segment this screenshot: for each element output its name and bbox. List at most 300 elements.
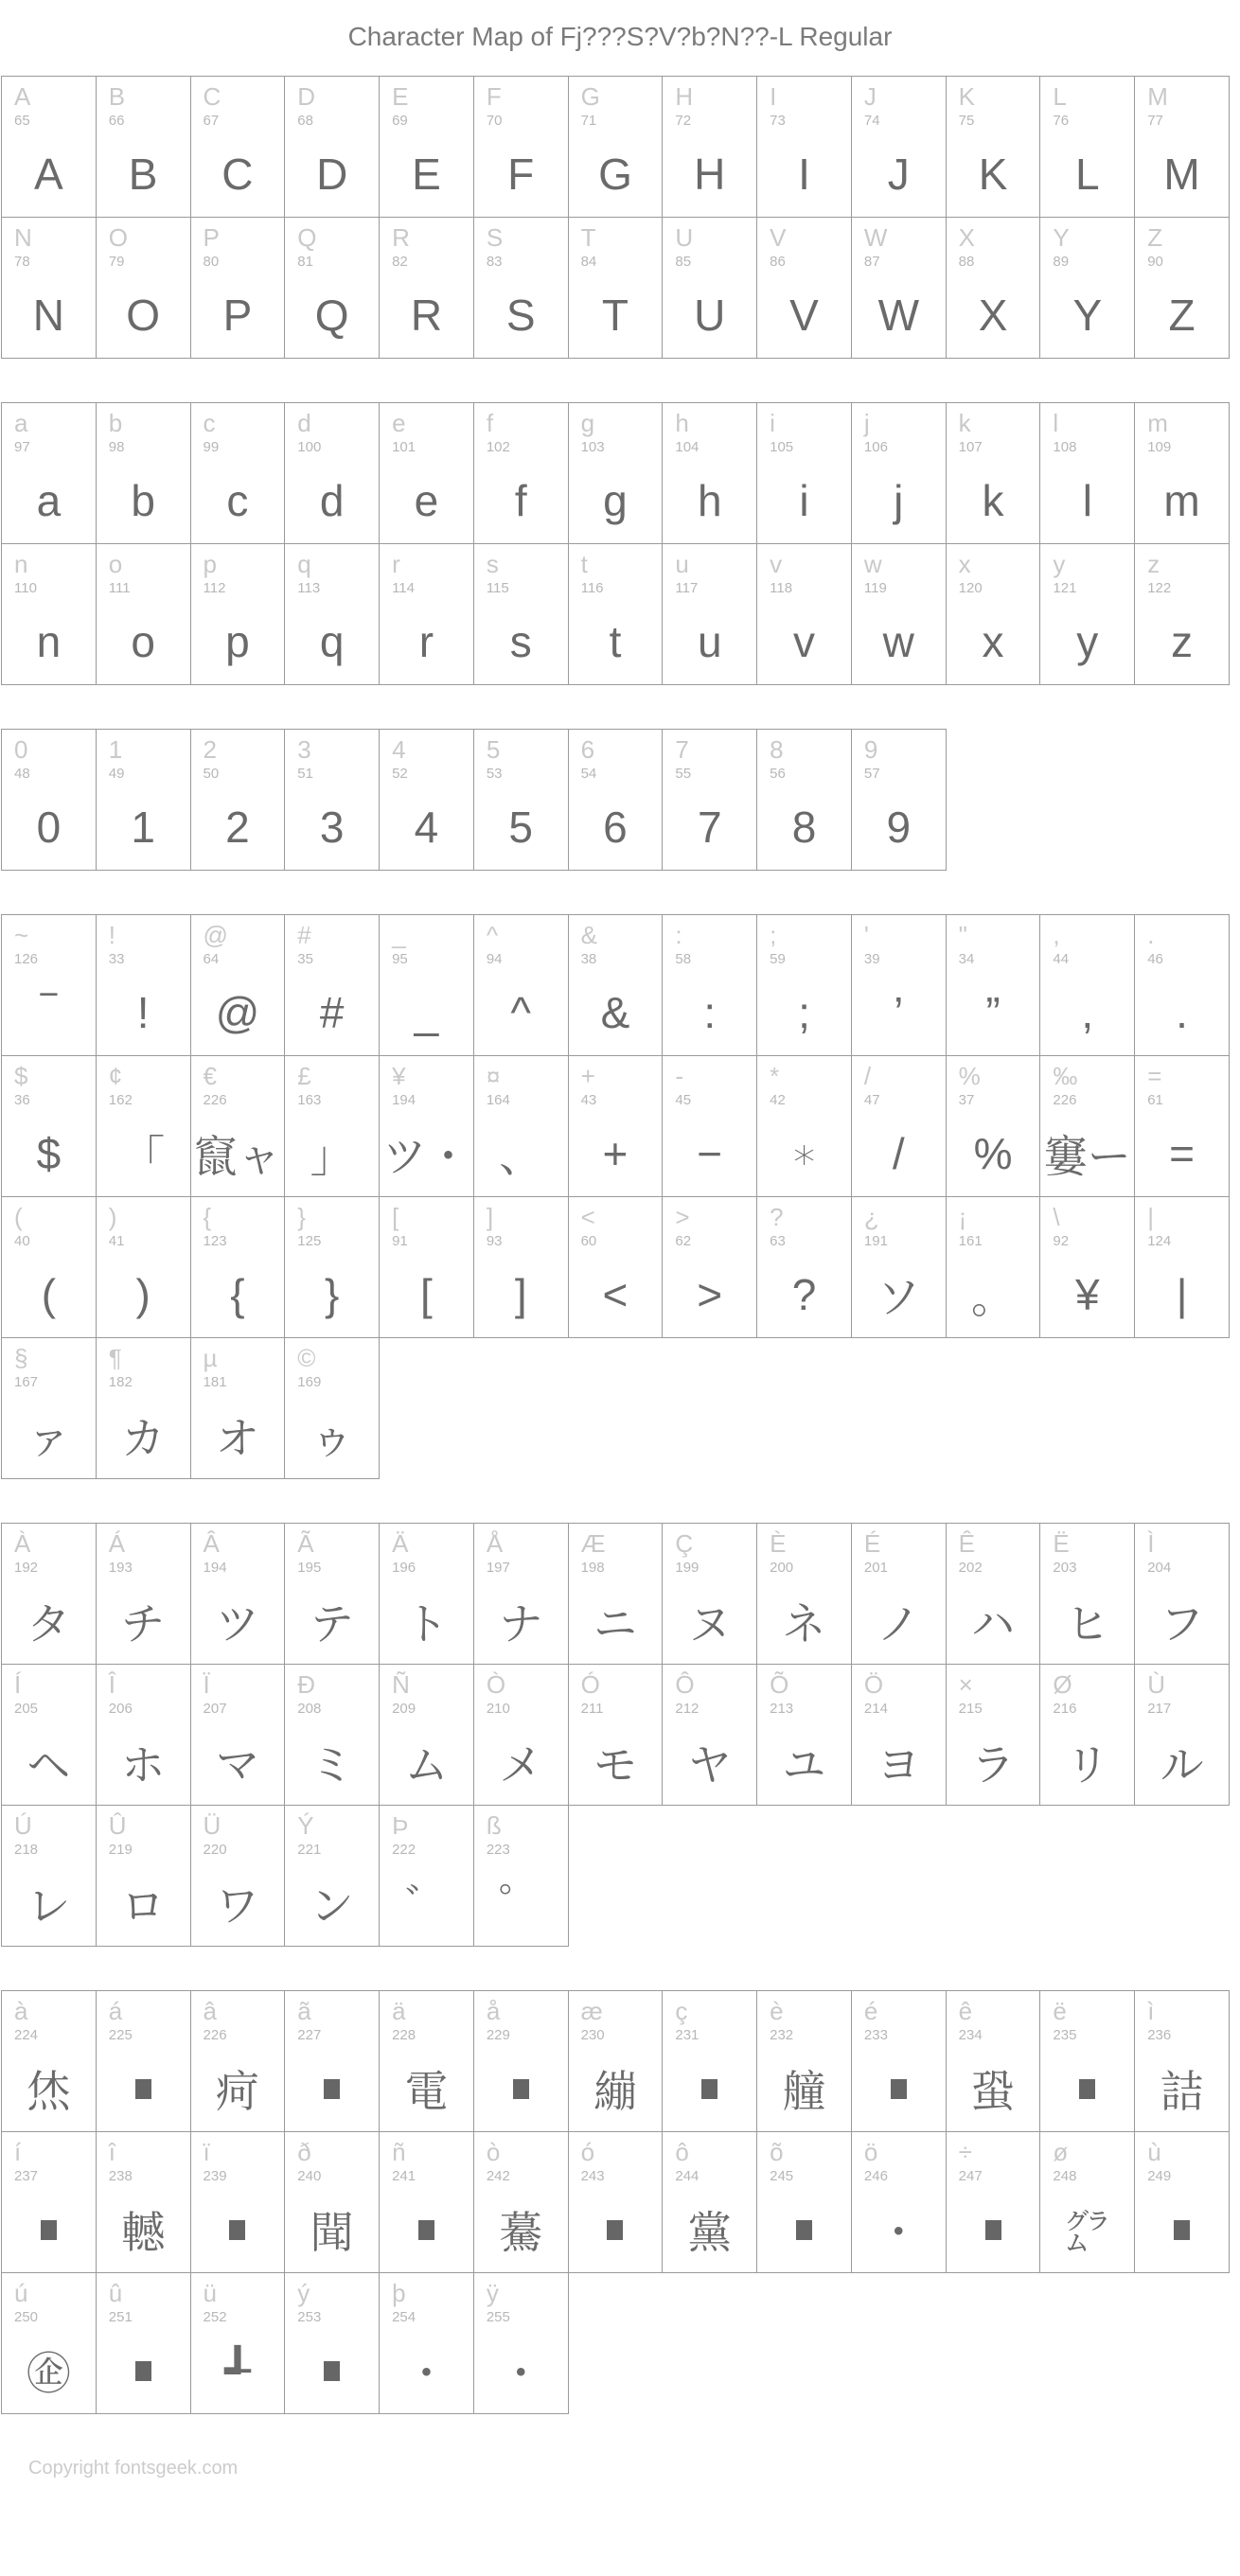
char-glyph: / [892,1129,905,1178]
char-cell [946,1664,1041,1806]
char-cell [851,76,947,218]
char-label: ¥ [392,1062,406,1090]
char-code: 50 [203,766,220,782]
char-glyph: D [316,150,348,199]
char-glyph: G [598,150,632,199]
char-label: Å [486,1529,504,1558]
char-code: 244 [675,2168,700,2184]
char-cell [190,402,286,544]
char-code: 214 [863,1701,888,1717]
missing-glyph-box [135,2361,151,2381]
char-cell [1,543,97,685]
char-glyph: ノ [877,1599,921,1649]
char-cell [568,729,664,871]
char-cell [284,543,380,685]
char-glyph: チ [121,1599,166,1649]
char-glyph [285,2057,379,2120]
char-cell [851,1990,947,2132]
char-label: î [108,2138,115,2166]
char-cell [756,543,852,685]
char-code: 39 [863,951,880,967]
char-label: ' [863,921,869,949]
char-code: 254 [392,2309,416,2325]
char-code: 72 [675,113,692,129]
char-cell [1,729,97,871]
char-glyph: R [410,291,443,340]
char-cell [851,1196,947,1338]
char-glyph: X [978,291,1008,340]
char-label: = [1147,1062,1162,1090]
char-label: : [675,921,682,949]
char-row [1,402,1240,544]
char-glyph: ミ [310,1740,354,1790]
char-code: 48 [14,766,30,782]
char-label: á [108,1997,123,2025]
char-code: 85 [675,254,692,270]
char-cell [284,2131,380,2273]
char-glyph: C [221,150,254,199]
char-label: Ò [486,1670,506,1699]
char-label: c [203,409,216,437]
char-label: ô [675,2138,689,2166]
char-label: 8 [770,735,784,764]
char-label: Ê [958,1529,975,1558]
char-glyph: u [697,617,722,666]
char-label: 2 [203,735,217,764]
char-cell [1,217,97,359]
char-label: e [392,409,406,437]
char-label: ) [108,1203,117,1231]
char-label: Ú [14,1811,32,1840]
char-label: K [958,82,975,111]
char-code: 210 [486,1701,510,1717]
char-code: 49 [108,766,125,782]
char-glyph: s [509,617,532,666]
char-cell [379,76,474,218]
char-label: @ [203,921,228,949]
char-glyph: l [1082,476,1092,525]
char-label: ^ [486,921,499,949]
char-code: 163 [297,1092,322,1108]
char-glyph [380,2198,473,2261]
char-glyph: ソ [877,1273,921,1322]
char-cell [96,402,191,544]
char-label: æ [580,1997,603,2025]
block-uppercase-letters [1,76,1240,359]
char-code: 116 [580,580,604,596]
char-row [1,2131,1240,2273]
char-label: 7 [675,735,689,764]
char-cell [284,1196,380,1338]
char-cell [1039,1664,1135,1806]
char-code: 33 [108,951,125,967]
char-cell [1,1523,97,1665]
char-cell [473,2131,569,2273]
char-label: J [863,82,877,111]
char-code: 112 [203,580,226,596]
char-code: 226 [1053,1092,1077,1108]
char-label: 4 [392,735,406,764]
char-glyph: ゛ [404,1881,449,1931]
char-label: d [297,409,311,437]
char-cell [1134,1196,1230,1338]
char-label: í [14,2138,22,2166]
char-code: 78 [14,254,30,270]
missing-glyph-box [324,2079,340,2099]
char-cell [473,914,569,1056]
char-code: 91 [392,1233,408,1249]
char-label: T [580,223,596,252]
char-glyph: x [982,617,1004,666]
char-cell [1134,1664,1230,1806]
char-code: 42 [770,1092,786,1108]
char-code: 52 [392,766,408,782]
char-label: µ [203,1344,218,1372]
char-code: 58 [675,951,692,967]
char-glyph: f [514,476,527,525]
char-cell [284,1990,380,2132]
char-cell [96,76,191,218]
char-cell [756,402,852,544]
char-label: Ã [297,1529,314,1558]
char-code: 247 [958,2168,983,2184]
char-code: 109 [1147,439,1172,455]
char-label: X [958,223,975,252]
char-row [1,217,1240,359]
char-label: j [863,409,870,437]
char-glyph: 窶ー [1043,1132,1131,1181]
char-code: 193 [108,1560,133,1576]
char-label: r [392,550,400,578]
char-cell [946,1523,1041,1665]
char-code: 243 [580,2168,605,2184]
char-code: 35 [297,951,313,967]
char-cell [1,2272,97,2414]
char-label: g [580,409,595,437]
char-code: 34 [958,951,975,967]
char-code: 70 [486,113,503,129]
char-cell [473,2272,569,2414]
char-label: F [486,82,502,111]
char-label: ] [486,1203,494,1231]
char-label: M [1147,82,1168,111]
char-code: 164 [486,1092,510,1108]
char-cell [1039,1196,1135,1338]
char-cell [284,402,380,544]
char-cell [851,914,947,1056]
char-cell [662,1990,757,2132]
char-cell [851,402,947,544]
char-cell [1039,402,1135,544]
char-label: É [863,1529,881,1558]
char-row [1,2272,1240,2414]
char-code: 212 [675,1701,700,1717]
char-cell [96,1990,191,2132]
char-label: ø [1053,2138,1069,2166]
char-glyph: ” [985,988,1001,1037]
char-glyph: ┹ [224,2346,251,2395]
char-glyph: ワ [215,1881,259,1931]
char-glyph: レ [27,1881,71,1931]
char-label: ü [203,2279,217,2307]
missing-glyph-box [701,2079,717,2099]
char-label: + [580,1062,595,1090]
char-cell [662,217,757,359]
char-label: ÿ [486,2279,499,2307]
char-code: 125 [297,1233,322,1249]
char-code: 94 [486,951,503,967]
char-glyph: モ [593,1740,637,1790]
char-glyph: 轗 [121,2208,166,2257]
char-glyph: 6 [603,803,628,852]
char-code: 236 [1147,2027,1172,2043]
char-row [1,1337,1240,1479]
char-code: 207 [203,1701,227,1717]
char-glyph: n [36,617,62,666]
char-label: Ë [1053,1529,1070,1558]
char-code: 232 [770,2027,794,2043]
char-cell [1039,1523,1135,1665]
char-glyph: ル [1160,1740,1204,1790]
char-cell [662,1664,757,1806]
char-label: 3 [297,735,311,764]
char-code: 47 [863,1092,880,1108]
char-cell [96,1337,191,1479]
char-glyph: タ [27,1599,71,1649]
char-cell [379,217,474,359]
char-cell [473,1523,569,1665]
char-glyph: 艟 [782,2067,826,2116]
char-label: Ä [392,1529,409,1558]
char-cell [1134,402,1230,544]
missing-glyph-box [1079,2079,1095,2099]
char-label: È [770,1529,787,1558]
char-glyph: < [602,1270,629,1319]
char-label: Î [108,1670,115,1699]
char-glyph: ¥ [1075,1270,1100,1319]
char-glyph: H [694,150,726,199]
char-code: 117 [675,580,699,596]
char-glyph: ン [310,1881,354,1931]
char-label: } [297,1203,306,1231]
char-label: Ù [1147,1670,1165,1699]
char-code: 206 [108,1701,133,1717]
char-code: 124 [1147,1233,1172,1249]
char-glyph: ハ [971,1599,1016,1649]
char-label: b [108,409,123,437]
char-cell [662,914,757,1056]
char-glyph: Q [314,291,349,340]
char-cell [946,217,1041,359]
char-cell [379,2272,474,2414]
char-glyph: d [319,476,345,525]
char-label: h [675,409,689,437]
char-cell [379,1805,474,1947]
char-label: S [486,223,504,252]
char-cell [946,2131,1041,2273]
char-cell [190,1990,286,2132]
char-cell [662,76,757,218]
char-cell [568,1990,664,2132]
char-cell [568,1055,664,1197]
char-code: 108 [1053,439,1077,455]
char-cell [1134,1523,1230,1665]
char-glyph: ゜ [499,1881,543,1931]
char-glyph: ; [798,988,810,1037]
char-label: ß [486,1811,502,1840]
char-label: â [203,1997,217,2025]
char-code: 203 [1053,1560,1077,1576]
char-cell [96,217,191,359]
char-code: 240 [297,2168,322,2184]
char-cell [284,1055,380,1197]
char-glyph: 5 [508,803,533,852]
char-code: 222 [392,1842,416,1858]
char-cell [284,1337,380,1479]
char-code: 201 [863,1560,888,1576]
char-label: U [675,223,694,252]
char-code: 245 [770,2168,794,2184]
char-glyph: , [1081,988,1094,1037]
char-code: 252 [203,2309,227,2325]
char-cell [379,402,474,544]
char-code: 88 [958,254,975,270]
char-label: i [770,409,775,437]
char-glyph: オ [215,1414,259,1463]
char-code: 182 [108,1374,133,1390]
char-glyph: p [225,617,250,666]
char-label: Ï [203,1670,210,1699]
char-label: À [14,1529,31,1558]
char-glyph: ヨ [877,1740,921,1790]
char-label: - [675,1062,684,1090]
char-cell [1039,76,1135,218]
footer-copyright: Copyright fontsgeek.com [28,2458,239,2479]
char-label: ¡ [958,1203,967,1231]
block-lowercase-accented-kanji [1,1990,1240,2414]
char-code: 220 [203,1842,227,1858]
char-cell [96,2272,191,2414]
char-cell [190,1805,286,1947]
char-cell [568,914,664,1056]
char-code: 227 [297,2027,322,2043]
char-cell [190,2272,286,2414]
char-glyph: o [131,617,155,666]
char-cell [851,217,947,359]
char-glyph: 4 [414,803,439,852]
char-label: õ [770,2138,784,2166]
char-code: 101 [392,439,416,455]
page-title: Character Map of Fj???S?V?b?N??-L Regular [347,22,893,51]
char-code: 56 [770,766,786,782]
char-cell [756,2131,852,2273]
char-cell [190,729,286,871]
char-glyph: v [793,617,815,666]
char-code: 226 [203,1092,227,1108]
char-code: 106 [863,439,888,455]
char-label: * [770,1062,780,1090]
char-code: 161 [958,1233,983,1249]
char-label: Ý [297,1811,314,1840]
char-code: 110 [14,580,37,596]
char-code: 65 [14,113,30,129]
char-code: 223 [486,1842,510,1858]
char-glyph: 蛩 [971,2067,1016,2116]
char-cell [190,1664,286,1806]
char-glyph: ヒ [1065,1599,1109,1649]
char-label: Ö [863,1670,884,1699]
block-lowercase-letters [1,402,1240,685]
char-code: 45 [675,1092,692,1108]
char-glyph: 2 [225,803,250,852]
char-cell [473,1196,569,1338]
char-glyph: ・ [877,2208,921,2257]
char-glyph: N [32,291,64,340]
char-code: 126 [14,951,39,967]
char-code: 239 [203,2168,227,2184]
char-cell [756,1990,852,2132]
char-glyph: ム [404,1740,449,1790]
char-label: x [958,550,971,578]
char-cell [568,402,664,544]
char-label: § [14,1344,28,1372]
char-cell [190,1523,286,1665]
char-label: £ [297,1062,311,1090]
char-code: 64 [203,951,220,967]
char-label: ã [297,1997,311,2025]
char-cell [96,914,191,1056]
char-code: 200 [770,1560,794,1576]
char-glyph: L [1075,150,1100,199]
char-code: 93 [486,1233,503,1249]
char-glyph: 詰 [1160,2067,1204,2116]
char-code: 75 [958,113,975,129]
char-glyph: 。 [971,1273,1016,1322]
char-label: Ó [580,1670,600,1699]
char-label: ù [1147,2138,1161,2166]
char-cell [379,729,474,871]
char-glyph: ゥ [310,1414,354,1463]
char-code: 89 [1053,254,1070,270]
char-code: 61 [1147,1092,1163,1108]
char-code: 195 [297,1560,322,1576]
char-label: R [392,223,410,252]
char-code: 192 [14,1560,39,1576]
char-code: 122 [1147,580,1172,596]
char-glyph: ヌ [687,1599,732,1649]
char-code: 67 [203,113,220,129]
char-cell [284,729,380,871]
character-map-page [0,21,1240,2479]
missing-glyph-box [135,2079,151,2099]
char-code: 213 [770,1701,794,1717]
char-cell [190,1196,286,1338]
char-glyph: ㊭ [27,2349,71,2398]
char-cell [756,1523,852,1665]
char-glyph: メ [499,1740,543,1790]
char-label: 0 [14,735,28,764]
char-label: û [108,2279,123,2307]
char-glyph: ( [41,1270,57,1319]
char-cell [1134,217,1230,359]
char-glyph: $ [36,1129,62,1178]
char-glyph: ニ [593,1599,637,1649]
char-label: > [675,1203,690,1231]
char-cell [662,543,757,685]
char-label: z [1147,550,1160,578]
char-code: 120 [958,580,983,596]
char-glyph: リ [1065,1740,1109,1790]
